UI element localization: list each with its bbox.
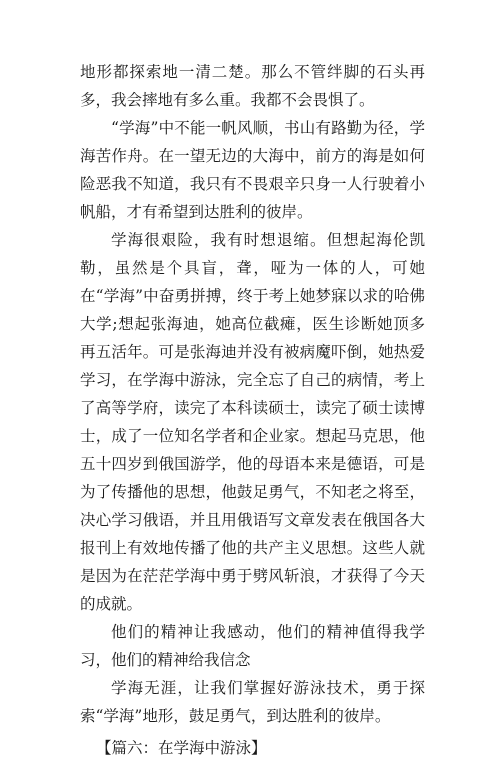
paragraph-1: 地形都探索地一清二楚。那么不管绊脚的石头再多，我会摔地有多么重。我都不会畏惧了。 (80, 63, 425, 109)
paragraph-5: 学海无涯，让我们掌握好游泳技术，勇于探索“学海”地形，鼓足勇气，到达胜利的彼岸。 (80, 679, 425, 725)
paragraph-2: “学海”中不能一帆风顺，书山有路勤为径，学海苦作舟。在一望无边的大海中，前方的海是如何险恶我不知道，我只有不畏艰辛只身一人行驶着小帆船，才有希望到达胜利的彼岸。 (80, 119, 425, 221)
section-heading: 【篇六：在学海中游泳】 (96, 739, 267, 757)
paragraph-3: 学海很艰险，我有时想退缩。但想起海伦凯勒，虽然是个具盲，聋，哑为一体的人，可她在“学海”中奋勇拼搏，终于考上她梦寐以求的哈佛大学;想起张海迪，她高位截瘫，医生诊断她顶多再五活年。可是张海迪并没有被病魔吓倒，她热爱学习，在学海中游泳，完全忘了自己的病情，考上了高等学府，读完了本科读硕士，读完了硕士读博士，成了一位知名学者和企业家。想起马克思，他五十四岁到俄国游学，他的母语本来是德语，可是为了传播他的思想，他鼓足勇气，不知老之将至，决心学习俄语，并且用俄语写文章发表在俄国各大报刊上有效地传播了他的共产主义思想。这些人就是因为在茫茫学海中勇于劈风斩浪，才获得了今天的成就。 (80, 231, 425, 613)
document-body (80, 58, 425, 762)
paragraph-4: 他们的精神让我感动，他们的精神值得我学习，他们的精神给我信念 (80, 623, 425, 669)
